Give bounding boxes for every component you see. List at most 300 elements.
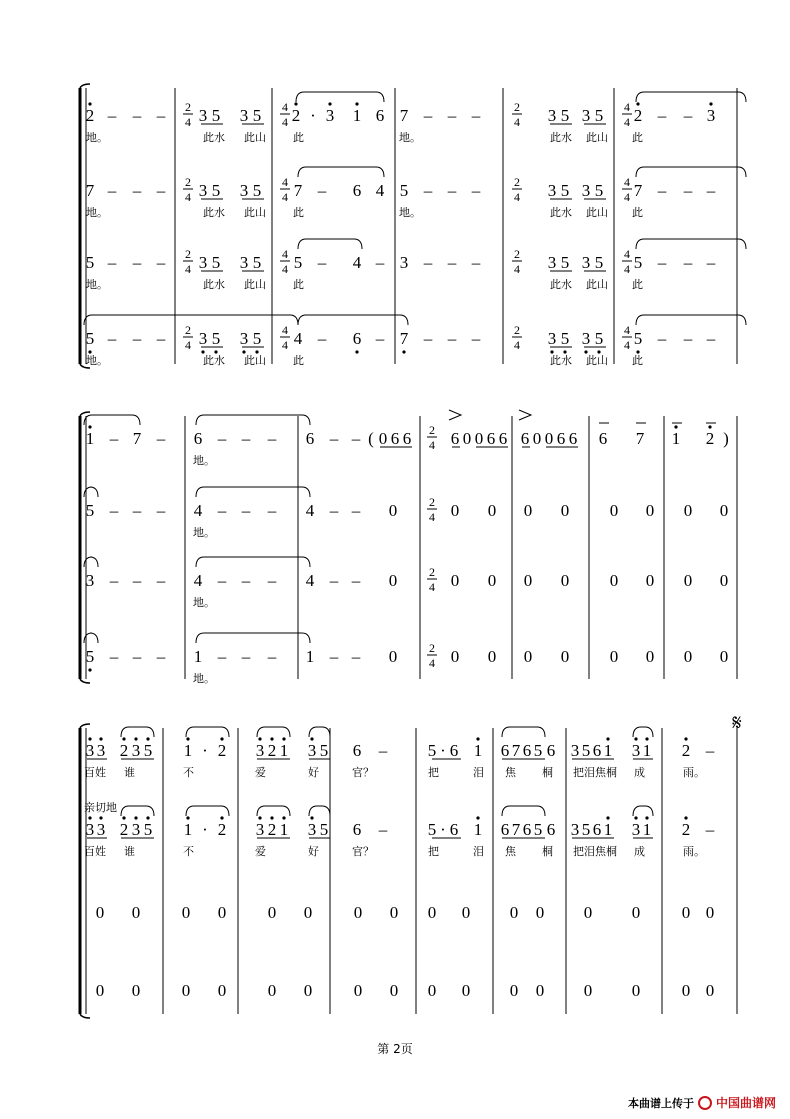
lyric: 此水 bbox=[550, 131, 572, 144]
note: – bbox=[241, 647, 251, 666]
slur bbox=[186, 727, 229, 737]
note: 0 bbox=[583, 981, 593, 1000]
note: – bbox=[107, 253, 117, 272]
time-signature-bottom: 4 bbox=[185, 338, 191, 352]
lyric: 地。 bbox=[86, 278, 108, 291]
note: 6 bbox=[193, 429, 203, 448]
note: – bbox=[156, 647, 166, 666]
note: 1 bbox=[473, 741, 483, 760]
lyric: 此水 bbox=[550, 206, 572, 219]
lyric: 雨。 bbox=[683, 766, 705, 779]
note: 0 bbox=[389, 903, 399, 922]
note: 0 bbox=[609, 647, 619, 666]
note: 4 bbox=[305, 501, 315, 520]
lyric: 此 bbox=[293, 131, 304, 144]
time-signature-bottom: 4 bbox=[514, 338, 520, 352]
note: 2 bbox=[119, 741, 129, 760]
note: 5 bbox=[293, 253, 303, 272]
lyric: 爱 bbox=[255, 845, 266, 858]
note: 0 bbox=[509, 981, 519, 1000]
note: 0 bbox=[217, 903, 227, 922]
time-signature-top: 2 bbox=[429, 495, 435, 509]
note: 5 bbox=[252, 106, 262, 125]
note: 0 bbox=[509, 903, 519, 922]
time-signature-bottom: 4 bbox=[514, 190, 520, 204]
note: – bbox=[217, 501, 227, 520]
time-signature-top: 4 bbox=[624, 175, 630, 189]
lyric: 雨。 bbox=[683, 845, 705, 858]
lyric: 把 bbox=[428, 766, 439, 779]
note: 5 bbox=[533, 741, 543, 760]
time-signature-top: 4 bbox=[282, 175, 288, 189]
note: – bbox=[132, 571, 142, 590]
lyric: 此水 bbox=[203, 131, 225, 144]
slur bbox=[84, 415, 140, 425]
note: 0 bbox=[532, 429, 542, 448]
note: 6 bbox=[546, 820, 556, 839]
slur bbox=[636, 315, 746, 325]
note: 2 bbox=[681, 741, 691, 760]
note: 6 bbox=[556, 429, 566, 448]
lyric: 此山 bbox=[244, 131, 266, 144]
note: 4 bbox=[193, 571, 203, 590]
note: 5 bbox=[399, 181, 409, 200]
note: 6 bbox=[352, 181, 362, 200]
note: 0 bbox=[217, 981, 227, 1000]
lyric: 此山 bbox=[586, 278, 608, 291]
note: 0 bbox=[267, 981, 277, 1000]
note: 5 bbox=[560, 253, 570, 272]
note: – bbox=[267, 571, 277, 590]
note: 3 bbox=[198, 329, 208, 348]
note: – bbox=[375, 329, 385, 348]
note: 3 bbox=[198, 181, 208, 200]
note: – bbox=[705, 741, 715, 760]
slur bbox=[636, 167, 746, 177]
note: – bbox=[351, 571, 361, 590]
note: 6 bbox=[592, 741, 602, 760]
note: ( bbox=[368, 429, 374, 448]
note: – bbox=[423, 181, 433, 200]
note: 2 bbox=[705, 429, 715, 448]
lyric: 焦 bbox=[505, 766, 516, 779]
note: – bbox=[241, 429, 251, 448]
note: 5 bbox=[427, 741, 437, 760]
note: 7 bbox=[511, 741, 521, 760]
note: 5 bbox=[594, 106, 604, 125]
note: – bbox=[217, 647, 227, 666]
note: – bbox=[132, 501, 142, 520]
accent-mark-icon bbox=[449, 410, 461, 420]
note: – bbox=[471, 329, 481, 348]
note: – bbox=[267, 429, 277, 448]
note: 2 bbox=[267, 741, 277, 760]
time-signature-bottom: 4 bbox=[185, 190, 191, 204]
note: 5 bbox=[85, 253, 95, 272]
note: 1 bbox=[183, 820, 193, 839]
note: 5 bbox=[594, 181, 604, 200]
note: 1 bbox=[603, 741, 613, 760]
note: – bbox=[351, 501, 361, 520]
time-signature-bottom: 4 bbox=[185, 262, 191, 276]
note: 0 bbox=[645, 571, 655, 590]
note: – bbox=[217, 429, 227, 448]
note: – bbox=[683, 253, 693, 272]
note: 1 bbox=[305, 647, 315, 666]
note: 5 bbox=[319, 820, 329, 839]
note: 0 bbox=[719, 571, 729, 590]
lyric: 官？ bbox=[352, 845, 374, 858]
note: – bbox=[107, 181, 117, 200]
time-signature-bottom: 4 bbox=[624, 115, 630, 129]
note: 3 bbox=[325, 106, 335, 125]
note: 6 bbox=[568, 429, 578, 448]
note: – bbox=[267, 501, 277, 520]
time-signature-top: 4 bbox=[624, 247, 630, 261]
note: – bbox=[657, 329, 667, 348]
note: 0 bbox=[631, 903, 641, 922]
note: 6 bbox=[522, 741, 532, 760]
site-logo-icon bbox=[698, 1096, 712, 1110]
note: 6 bbox=[375, 106, 385, 125]
slur bbox=[309, 727, 330, 737]
slur bbox=[121, 727, 154, 737]
note: – bbox=[156, 571, 166, 590]
lyric: 地。 bbox=[86, 206, 108, 219]
note: 3 bbox=[96, 741, 106, 760]
note: 6 bbox=[449, 741, 459, 760]
note: 7 bbox=[293, 181, 303, 200]
note: – bbox=[156, 501, 166, 520]
score-system bbox=[80, 84, 746, 368]
note: – bbox=[241, 571, 251, 590]
note: – bbox=[705, 820, 715, 839]
note: 5 bbox=[560, 106, 570, 125]
note: 2 bbox=[119, 820, 129, 839]
note: 0 bbox=[681, 903, 691, 922]
note: 0 bbox=[523, 571, 533, 590]
note: ) bbox=[723, 429, 729, 448]
time-signature-top: 4 bbox=[624, 100, 630, 114]
lyric: 好 bbox=[308, 845, 319, 858]
note: 7 bbox=[635, 429, 645, 448]
lyric: 爱 bbox=[255, 766, 266, 779]
lyric: 此山 bbox=[244, 206, 266, 219]
slur bbox=[298, 167, 384, 177]
note: 0 bbox=[719, 501, 729, 520]
note: 5 bbox=[85, 501, 95, 520]
note: 0 bbox=[388, 501, 398, 520]
note: 6 bbox=[449, 820, 459, 839]
time-signature-bottom: 4 bbox=[282, 190, 288, 204]
note: – bbox=[317, 253, 327, 272]
lyric: 此 bbox=[293, 354, 304, 367]
note: – bbox=[706, 253, 716, 272]
note: 2 bbox=[85, 106, 95, 125]
accent-mark-icon bbox=[519, 410, 531, 420]
note: 3 bbox=[581, 329, 591, 348]
note: 6 bbox=[402, 429, 412, 448]
slur bbox=[636, 239, 746, 249]
note: 6 bbox=[500, 820, 510, 839]
note: 0 bbox=[131, 903, 141, 922]
note: – bbox=[683, 106, 693, 125]
note: 6 bbox=[352, 820, 362, 839]
note: 0 bbox=[267, 903, 277, 922]
time-signature-top: 4 bbox=[624, 323, 630, 337]
slur bbox=[298, 315, 408, 325]
note: – bbox=[107, 329, 117, 348]
note: – bbox=[657, 106, 667, 125]
lyric: 此水 bbox=[203, 354, 225, 367]
note: – bbox=[241, 501, 251, 520]
note: 0 bbox=[560, 571, 570, 590]
note: · bbox=[310, 106, 316, 125]
octave-dot-low bbox=[355, 350, 358, 353]
note: 5 bbox=[594, 253, 604, 272]
lyric: 不 bbox=[183, 766, 194, 779]
note: 6 bbox=[486, 429, 496, 448]
note: – bbox=[329, 429, 339, 448]
lyric: 泪 bbox=[473, 845, 484, 858]
time-signature-top: 2 bbox=[429, 423, 435, 437]
slur bbox=[121, 806, 154, 816]
note: 0 bbox=[609, 571, 619, 590]
note: 3 bbox=[96, 820, 106, 839]
time-signature-top: 2 bbox=[514, 323, 520, 337]
note: 3 bbox=[581, 106, 591, 125]
note: · bbox=[202, 741, 208, 760]
note: 0 bbox=[523, 647, 533, 666]
note: 4 bbox=[375, 181, 385, 200]
lyric: 地。 bbox=[86, 131, 108, 144]
note: 0 bbox=[683, 647, 693, 666]
note: 1 bbox=[193, 647, 203, 666]
note: 6 bbox=[500, 741, 510, 760]
note: 7 bbox=[132, 429, 142, 448]
note: 5 bbox=[633, 253, 643, 272]
lyric: 此山 bbox=[586, 131, 608, 144]
slur bbox=[196, 415, 310, 425]
octave-dot-low bbox=[88, 668, 91, 671]
note: 6 bbox=[520, 429, 530, 448]
note: – bbox=[329, 501, 339, 520]
note: · bbox=[202, 820, 208, 839]
note: – bbox=[447, 329, 457, 348]
lyric: 谁 bbox=[124, 766, 135, 779]
lyric: 焦 bbox=[505, 845, 516, 858]
footer-credit bbox=[628, 1094, 776, 1111]
note: 3 bbox=[399, 253, 409, 272]
lyric: 此 bbox=[632, 206, 643, 219]
note: – bbox=[706, 181, 716, 200]
note: 3 bbox=[570, 820, 580, 839]
note: 3 bbox=[547, 106, 557, 125]
note: 6 bbox=[352, 329, 362, 348]
note: – bbox=[657, 253, 667, 272]
time-signature-bottom: 4 bbox=[185, 115, 191, 129]
lyric: 地。 bbox=[399, 131, 421, 144]
note: 0 bbox=[181, 903, 191, 922]
lyric: 百姓 bbox=[84, 766, 106, 779]
note: – bbox=[267, 647, 277, 666]
time-signature-top: 2 bbox=[429, 641, 435, 655]
slur bbox=[196, 633, 310, 643]
note: – bbox=[423, 106, 433, 125]
lyric: 桐 bbox=[542, 766, 553, 779]
segno-icon: 𝄋 bbox=[732, 711, 742, 736]
note: 7 bbox=[85, 181, 95, 200]
time-signature-bottom: 4 bbox=[429, 656, 435, 670]
note: – bbox=[351, 429, 361, 448]
note: – bbox=[156, 181, 166, 200]
note: – bbox=[132, 106, 142, 125]
note: 0 bbox=[645, 501, 655, 520]
note: 5 bbox=[633, 329, 643, 348]
note: 0 bbox=[583, 903, 593, 922]
note: 0 bbox=[544, 429, 554, 448]
note: 0 bbox=[681, 981, 691, 1000]
time-signature-bottom: 4 bbox=[282, 262, 288, 276]
lyric: 此山 bbox=[586, 354, 608, 367]
note: 6 bbox=[498, 429, 508, 448]
note: 3 bbox=[547, 181, 557, 200]
note: 7 bbox=[633, 181, 643, 200]
note: 1 bbox=[352, 106, 362, 125]
note: – bbox=[351, 647, 361, 666]
note: – bbox=[132, 181, 142, 200]
note: – bbox=[317, 181, 327, 200]
time-signature-top: 2 bbox=[185, 323, 191, 337]
time-signature-bottom: 4 bbox=[429, 580, 435, 594]
time-signature-bottom: 4 bbox=[429, 510, 435, 524]
note: 3 bbox=[570, 741, 580, 760]
note: 0 bbox=[95, 981, 105, 1000]
note: 7 bbox=[511, 820, 521, 839]
note: 3 bbox=[255, 820, 265, 839]
note: 6 bbox=[305, 429, 315, 448]
upload-credit-text: 本曲谱上传于 bbox=[627, 1096, 694, 1110]
note: 6 bbox=[598, 429, 608, 448]
note: 0 bbox=[389, 981, 399, 1000]
note: – bbox=[471, 253, 481, 272]
lyric: 官？ bbox=[352, 766, 374, 779]
note: 0 bbox=[95, 903, 105, 922]
note: 3 bbox=[85, 741, 95, 760]
note: – bbox=[156, 329, 166, 348]
lyric: 此山 bbox=[244, 278, 266, 291]
time-signature-top: 2 bbox=[185, 175, 191, 189]
note: 3 bbox=[547, 329, 557, 348]
note: – bbox=[683, 329, 693, 348]
time-signature-top: 2 bbox=[185, 100, 191, 114]
slur bbox=[186, 806, 229, 816]
site-name[interactable]: 中国曲谱网 bbox=[715, 1096, 776, 1110]
note: 0 bbox=[462, 429, 472, 448]
time-signature-top: 4 bbox=[282, 247, 288, 261]
score-system bbox=[80, 410, 737, 683]
time-signature-top: 2 bbox=[429, 565, 435, 579]
note: 5 bbox=[581, 741, 591, 760]
note: 0 bbox=[487, 501, 497, 520]
note: 6 bbox=[352, 741, 362, 760]
note: – bbox=[375, 253, 385, 272]
note: 0 bbox=[427, 981, 437, 1000]
note: – bbox=[378, 820, 388, 839]
lyric: 此水 bbox=[550, 354, 572, 367]
note: 0 bbox=[474, 429, 484, 448]
note: 5 bbox=[533, 820, 543, 839]
lyric: 地。 bbox=[399, 206, 421, 219]
note: 5 bbox=[252, 253, 262, 272]
note: 5 bbox=[85, 647, 95, 666]
voice-part bbox=[84, 410, 716, 447]
note: 5 bbox=[581, 820, 591, 839]
page-number: 第 2页 bbox=[377, 1042, 413, 1056]
note: 0 bbox=[181, 981, 191, 1000]
note: 5 bbox=[211, 329, 221, 348]
lyric: 此水 bbox=[203, 206, 225, 219]
slur bbox=[636, 92, 746, 102]
note: 0 bbox=[523, 501, 533, 520]
time-signature-bottom: 4 bbox=[624, 190, 630, 204]
time-signature-bottom: 4 bbox=[282, 338, 288, 352]
time-signature-top: 2 bbox=[514, 100, 520, 114]
note: 0 bbox=[303, 981, 313, 1000]
note: – bbox=[471, 181, 481, 200]
note: 0 bbox=[450, 501, 460, 520]
slur bbox=[196, 487, 310, 497]
note: 1 bbox=[603, 820, 613, 839]
note: – bbox=[109, 647, 119, 666]
time-signature-top: 2 bbox=[514, 247, 520, 261]
lyric: 此水 bbox=[550, 278, 572, 291]
note: 0 bbox=[560, 647, 570, 666]
lyric: 此 bbox=[293, 206, 304, 219]
note: 3 bbox=[239, 106, 249, 125]
note: 0 bbox=[461, 981, 471, 1000]
note: – bbox=[447, 253, 457, 272]
note: 3 bbox=[85, 820, 95, 839]
slur bbox=[298, 239, 362, 249]
note: 3 bbox=[581, 181, 591, 200]
note: 0 bbox=[645, 647, 655, 666]
note: – bbox=[107, 106, 117, 125]
note: 5 bbox=[252, 181, 262, 200]
slur bbox=[257, 727, 290, 737]
note: 0 bbox=[683, 501, 693, 520]
note: 2 bbox=[217, 741, 227, 760]
note: – bbox=[471, 106, 481, 125]
note: – bbox=[109, 571, 119, 590]
note: 1 bbox=[279, 741, 289, 760]
note: 3 bbox=[239, 253, 249, 272]
note: 3 bbox=[239, 181, 249, 200]
note: 5 bbox=[560, 181, 570, 200]
note: 5 bbox=[211, 106, 221, 125]
note: 2 bbox=[633, 106, 643, 125]
time-signature-bottom: 4 bbox=[429, 438, 435, 452]
note: 0 bbox=[560, 501, 570, 520]
note: 2 bbox=[267, 820, 277, 839]
slur bbox=[502, 727, 545, 737]
lyric: 地。 bbox=[193, 596, 215, 609]
note: 3 bbox=[581, 253, 591, 272]
note: 1 bbox=[642, 820, 652, 839]
note: – bbox=[683, 181, 693, 200]
time-signature-bottom: 4 bbox=[514, 262, 520, 276]
lyric: 不 bbox=[183, 845, 194, 858]
